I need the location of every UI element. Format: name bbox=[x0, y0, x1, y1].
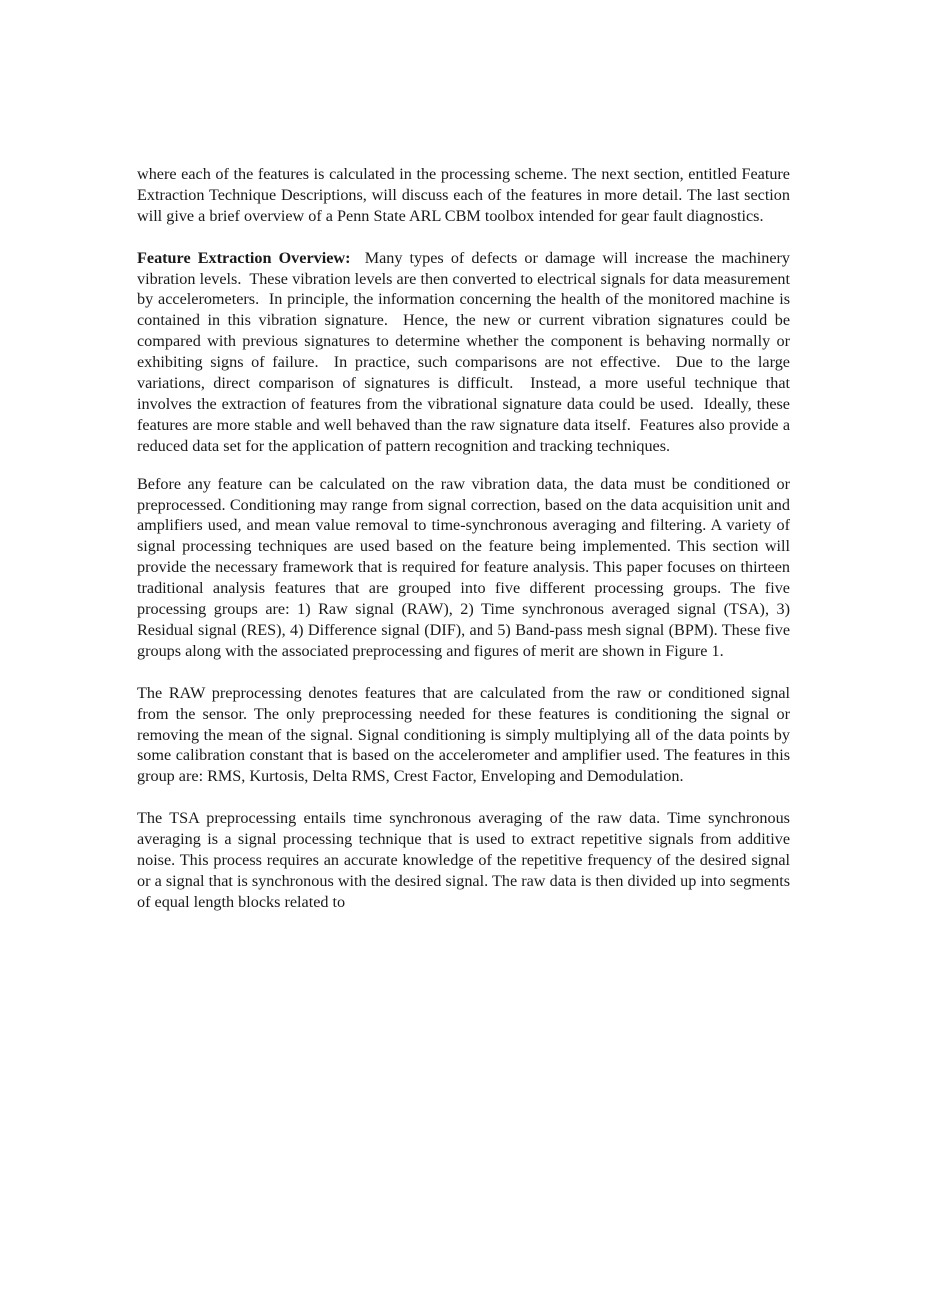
paragraph-preprocessing bbox=[137, 474, 790, 662]
paragraph-text: The RAW preprocessing denotes features that are calculated from the raw or conditioned signal from the sensor. The only preprocessing needed for these features is conditioning the signal or removing the mean of the signal. Signal conditioning is simply multiplying all of the data points by some calibration constant that is based on the accelerometer and amplifier used. The features in this group are: RMS, Kurtosis, Delta RMS, Crest Factor, Enveloping and Demodulation. bbox=[137, 683, 790, 786]
paragraph-raw-preprocessing bbox=[137, 683, 790, 788]
paragraph-intro-continuation bbox=[137, 164, 790, 227]
paragraph-spacer bbox=[137, 457, 790, 474]
paragraph-text: where each of the features is calculated in the processing scheme. The next section, entitled Feature Extraction Technique Descriptions, will discuss each of the features in more detail. The last section will give a brief overview of a Penn State ARL CBM toolbox intended for gear fault diagnostics. bbox=[137, 165, 790, 225]
section-heading: Feature Extraction Overview: bbox=[137, 248, 351, 267]
paragraph-spacer bbox=[137, 787, 790, 808]
paragraph-feature-extraction-overview bbox=[137, 248, 795, 457]
paragraph-text: Before any feature can be calculated on the raw vibration data, the data must be conditioned or preprocessed. Conditioning may range from signal correction, based on the data acquisition unit and amplifiers used, and mean value removal to time-synchronous averaging and filtering. A variety of signal processing techniques are used based on the feature being implemented. This section will provide the necessary framework that is required for feature analysis. This paper focuses on thirteen traditional analysis features that are grouped into five different processing groups. The five processing groups are: 1) Raw signal (RAW), 2) Time synchronous averaged signal (TSA), 3) Residual signal (RES), 4) Difference signal (DIF), and 5) Band-pass mesh signal (BPM). These five groups along with the associated preprocessing and figures of merit are shown in Figure 1. bbox=[137, 474, 790, 660]
paragraph-spacer bbox=[137, 227, 790, 248]
paragraph-spacer bbox=[137, 662, 790, 683]
paragraph-tsa-preprocessing bbox=[137, 808, 790, 913]
paragraph-text: Many types of defects or damage will increase the machinery vibration levels. These vibration levels are then converted to electrical signals for data measurement by accelerometers. In principle, the information concerning the health of the monitored machine is contained in this vibration signature. Hence, the new or current vibration signatures could be compared with previous signatures to determine whether the component is behaving normally or exhibiting signs of failure. In practice, such comparisons are not effective. Due to the large variations, direct comparison of signatures is difficult. Instead, a more useful technique that involves the extraction of features from the vibrational signature data could be used. Ideally, these features are more stable and well behaved than the raw signature data itself. Features also provide a reduced data set for the application of pattern recognition and tracking techniques. bbox=[137, 248, 795, 455]
document-page bbox=[137, 164, 795, 913]
paragraph-text: The TSA preprocessing entails time synchronous averaging of the raw data. Time synchronous averaging is a signal processing technique that is used to extract repetitive signals from additive noise. This process requires an accurate knowledge of the repetitive frequency of the desired signal or a signal that is synchronous with the desired signal. The raw data is then divided up into segments of equal length blocks related to bbox=[137, 809, 790, 911]
